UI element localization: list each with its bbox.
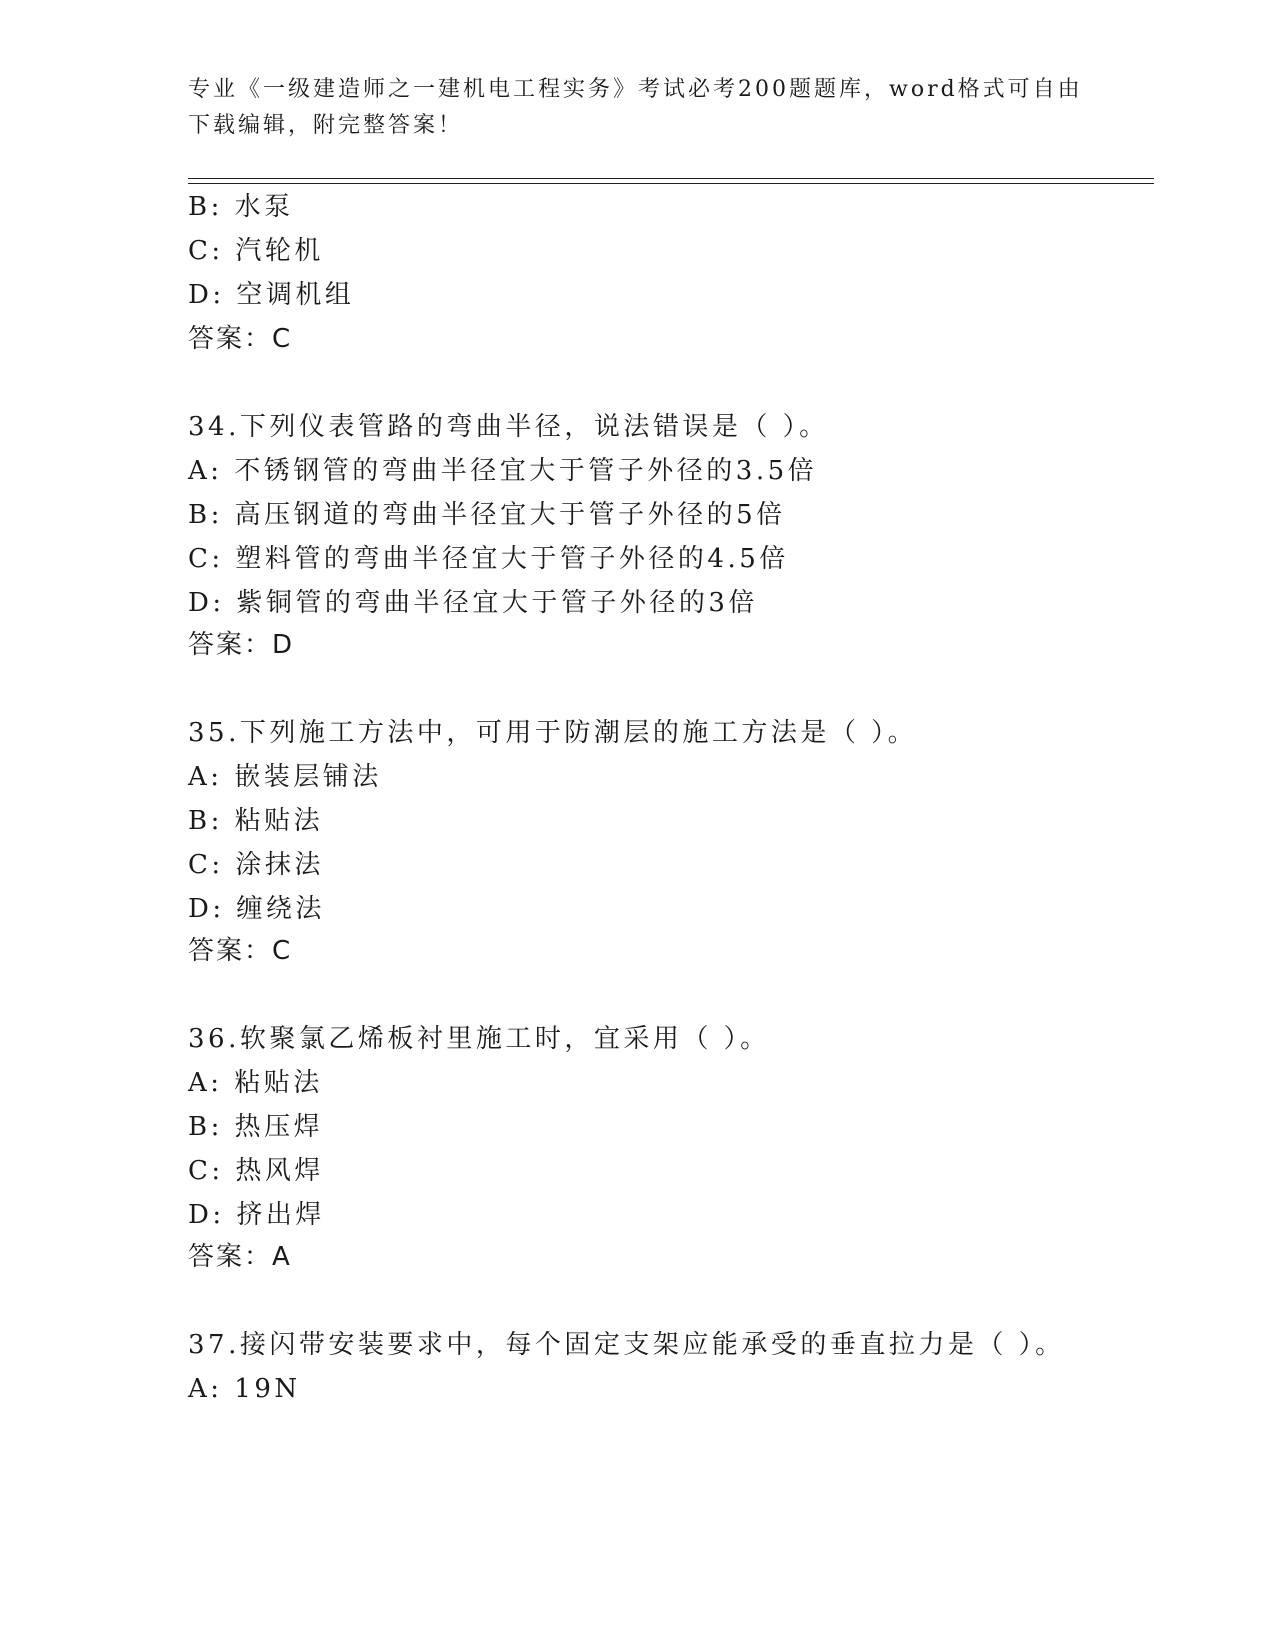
header-divider-top (188, 178, 1154, 179)
q36-option-b: B: 热压焊 (188, 1112, 324, 1142)
q35-answer: 答案：C (188, 936, 293, 966)
q37-option-a: A: 19N (188, 1374, 301, 1404)
q36-stem: 36.软聚氯乙烯板衬里施工时，宜采用（ ）。 (188, 1024, 770, 1054)
q35-option-c: C: 涂抹法 (188, 850, 324, 880)
q34-option-c: C: 塑料管的弯曲半径宜大于管子外径的4.5倍 (188, 544, 789, 574)
q34-option-a: A: 不锈钢管的弯曲半径宜大于管子外径的3.5倍 (188, 456, 818, 486)
q33-option-d: D: 空调机组 (188, 280, 355, 310)
q36-answer: 答案：A (188, 1242, 292, 1272)
q35-option-a: A: 嵌装层铺法 (188, 762, 382, 792)
header-line-1: 专业《一级建造师之一建机电工程实务》考试必考200题题库，word格式可自由 (188, 77, 1083, 102)
q37-stem: 37.接闪带安装要求中，每个固定支架应能承受的垂直拉力是（ ）。 (188, 1330, 1065, 1360)
header-divider-bottom (188, 183, 1154, 184)
q33-option-b: B: 水泵 (188, 192, 294, 222)
q36-option-d: D: 挤出焊 (188, 1200, 325, 1230)
q33-answer: 答案：C (188, 324, 293, 354)
q35-stem: 35.下列施工方法中，可用于防潮层的施工方法是（ ）。 (188, 718, 918, 748)
q33-option-c: C: 汽轮机 (188, 236, 324, 266)
q34-answer: 答案：D (188, 630, 295, 660)
q34-option-d: D: 紫铜管的弯曲半径宜大于管子外径的3倍 (188, 588, 758, 618)
q34-option-b: B: 高压钢道的弯曲半径宜大于管子外径的5倍 (188, 500, 786, 530)
q35-option-b: B: 粘贴法 (188, 806, 324, 836)
document-header (188, 72, 1088, 144)
q34-stem: 34.下列仪表管路的弯曲半径，说法错误是（ ）。 (188, 412, 829, 442)
q35-option-d: D: 缠绕法 (188, 894, 325, 924)
header-line-2: 下载编辑，附完整答案！ (188, 113, 464, 138)
q36-option-a: A: 粘贴法 (188, 1068, 323, 1098)
q36-option-c: C: 热风焊 (188, 1156, 324, 1186)
